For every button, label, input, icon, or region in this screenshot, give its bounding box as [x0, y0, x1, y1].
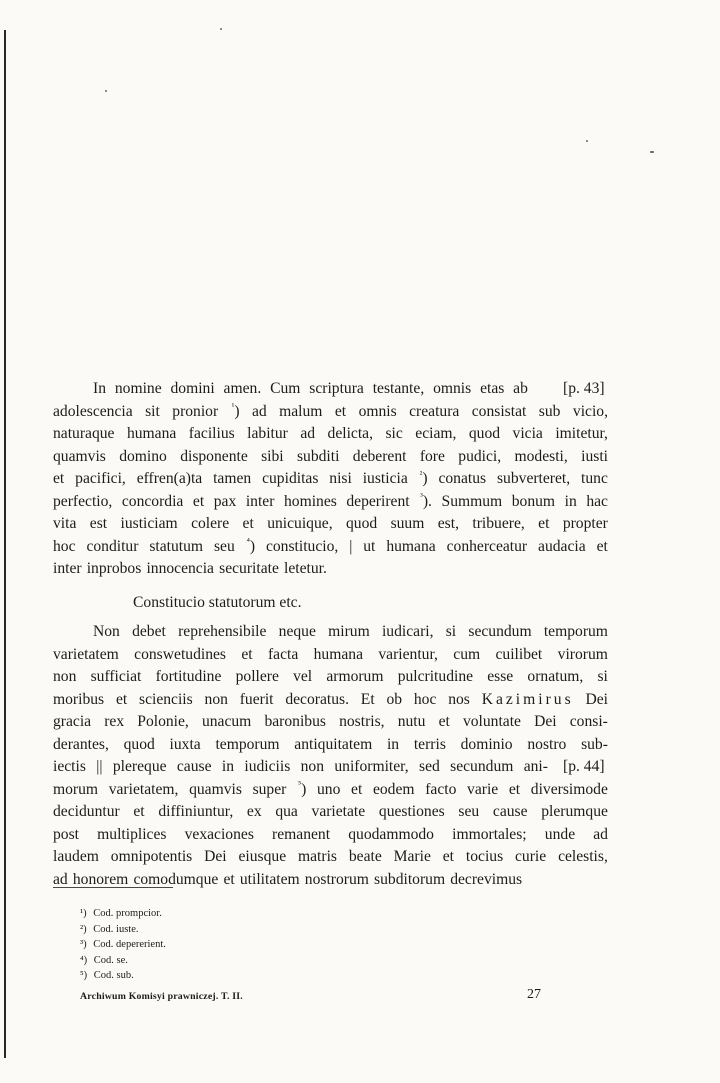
paragraph1-line: naturaque humana facilius labitur ad delicta, sic eciam, quod vicia imitetur,: [53, 425, 608, 442]
paragraph2-line: laudem omnipotentis Dei eiusque matris beate Marie et tocius curie celestis,: [53, 848, 608, 865]
paragraph1-line: perfectio, concordia et pax inter homines deperirent $^{^3}$). Summum bonum in hac: [53, 491, 608, 510]
paragraph1-line: adolescencia sit pronior $^{^1}$) ad malum et omnis creatura consistat sub vicio,: [53, 401, 608, 420]
paragraph2-line: varietatem conswetudines et facta humana varientur, cum cuilibet virorum: [53, 645, 608, 663]
footnote-mark: ⁴): [80, 954, 88, 966]
footnote-item: [80, 923, 139, 936]
paragraph2-line: iectis || plereque cause in iudiciis non uniformiter, sed secundum ani-: [53, 758, 548, 775]
paragraph2-line: non sufficiat fortitudine pollere vel armorum pulcritudine esse ornatum, si: [53, 668, 608, 685]
paragraph2-line: post multiplices vexaciones remanent quodammodo immortales; unde ad: [53, 825, 608, 843]
paragraph1-line: hoc conditur statutum seu $^{^4}$) constitucio, | ut humana conherceatur audacia et: [53, 536, 608, 555]
paragraph1-line: In nomine domini amen. Cum scriptura testante, omnis etas ab: [93, 380, 528, 397]
footnote-item: [80, 969, 134, 982]
footnote-text: Cod. depererient.: [90, 939, 166, 950]
footnote-rule: [53, 887, 173, 888]
footnote-text: Cod. se.: [91, 954, 128, 966]
scan-speck: [105, 90, 107, 92]
footnote-mark: ³): [80, 939, 87, 950]
section-heading: Constitucio statutorum etc.: [133, 594, 302, 611]
paragraph2-line: gracia rex Polonie, unacum baronibus nostris, nutu et voluntate Dei consi-: [53, 713, 608, 730]
paragraph1-line: vita est iusticiam colere et unicuique, quod suum est, tribuere, et propter: [53, 515, 608, 532]
footnote-item: [80, 907, 162, 920]
page-marginal-reference: [p. 43]: [563, 380, 605, 397]
footnote-text: Cod. prompcior.: [90, 908, 162, 919]
paragraph1-line: et pacifici, effren(a)ta tamen cupiditas nisi iusticia $^{^2}$) conatus subverteret, tunc: [53, 468, 608, 487]
page-marginal-reference: [p. 44]: [563, 758, 605, 775]
journal-footer: Archiwum Komisyi prawniczej. T. II.: [80, 991, 243, 1002]
paragraph2-line: derantes, quod iuxta temporum antiquitatem in terris dominio nostro sub-: [53, 735, 608, 753]
paragraph1-line: inter inprobos innocencia securitate letetur.: [53, 560, 327, 577]
footnote-mark: ²): [80, 923, 87, 935]
scan-speck: [650, 151, 654, 153]
paragraph2-line: morum varietatem, quamvis super $^{^5}$) uno et eodem facto varie et diversimode: [53, 779, 608, 798]
paragraph1-line: quamvis domino disponente sibi subditi deberent fore pudici, modesti, iusti: [53, 447, 608, 465]
footnote-text: Cod. iuste.: [90, 923, 139, 935]
scan-speck: [586, 140, 588, 142]
paragraph2-line: Non debet reprehensibile neque mirum iudicari, si secundum temporum: [93, 623, 608, 640]
paragraph2-line: ad honorem comodumque et utilitatem nostrorum subditorum decrevimus: [53, 870, 523, 888]
page-number: 27: [527, 987, 541, 1002]
footnote-mark: ¹): [80, 908, 87, 919]
footnote-item: [80, 954, 128, 967]
footnote-text: Cod. sub.: [91, 970, 134, 981]
footnote-item: [80, 938, 166, 951]
scan-edge-line: [4, 30, 6, 1058]
footnote-mark: ⁵): [80, 970, 88, 981]
scan-speck: [220, 28, 222, 30]
paragraph2-line: deciduntur et diffiniuntur, ex qua varietate questiones seu cause plerumque: [53, 803, 608, 820]
paragraph2-line: moribus et scienciis non fuerit decoratus. Et ob hoc nos Kazimirus Dei: [53, 690, 608, 708]
